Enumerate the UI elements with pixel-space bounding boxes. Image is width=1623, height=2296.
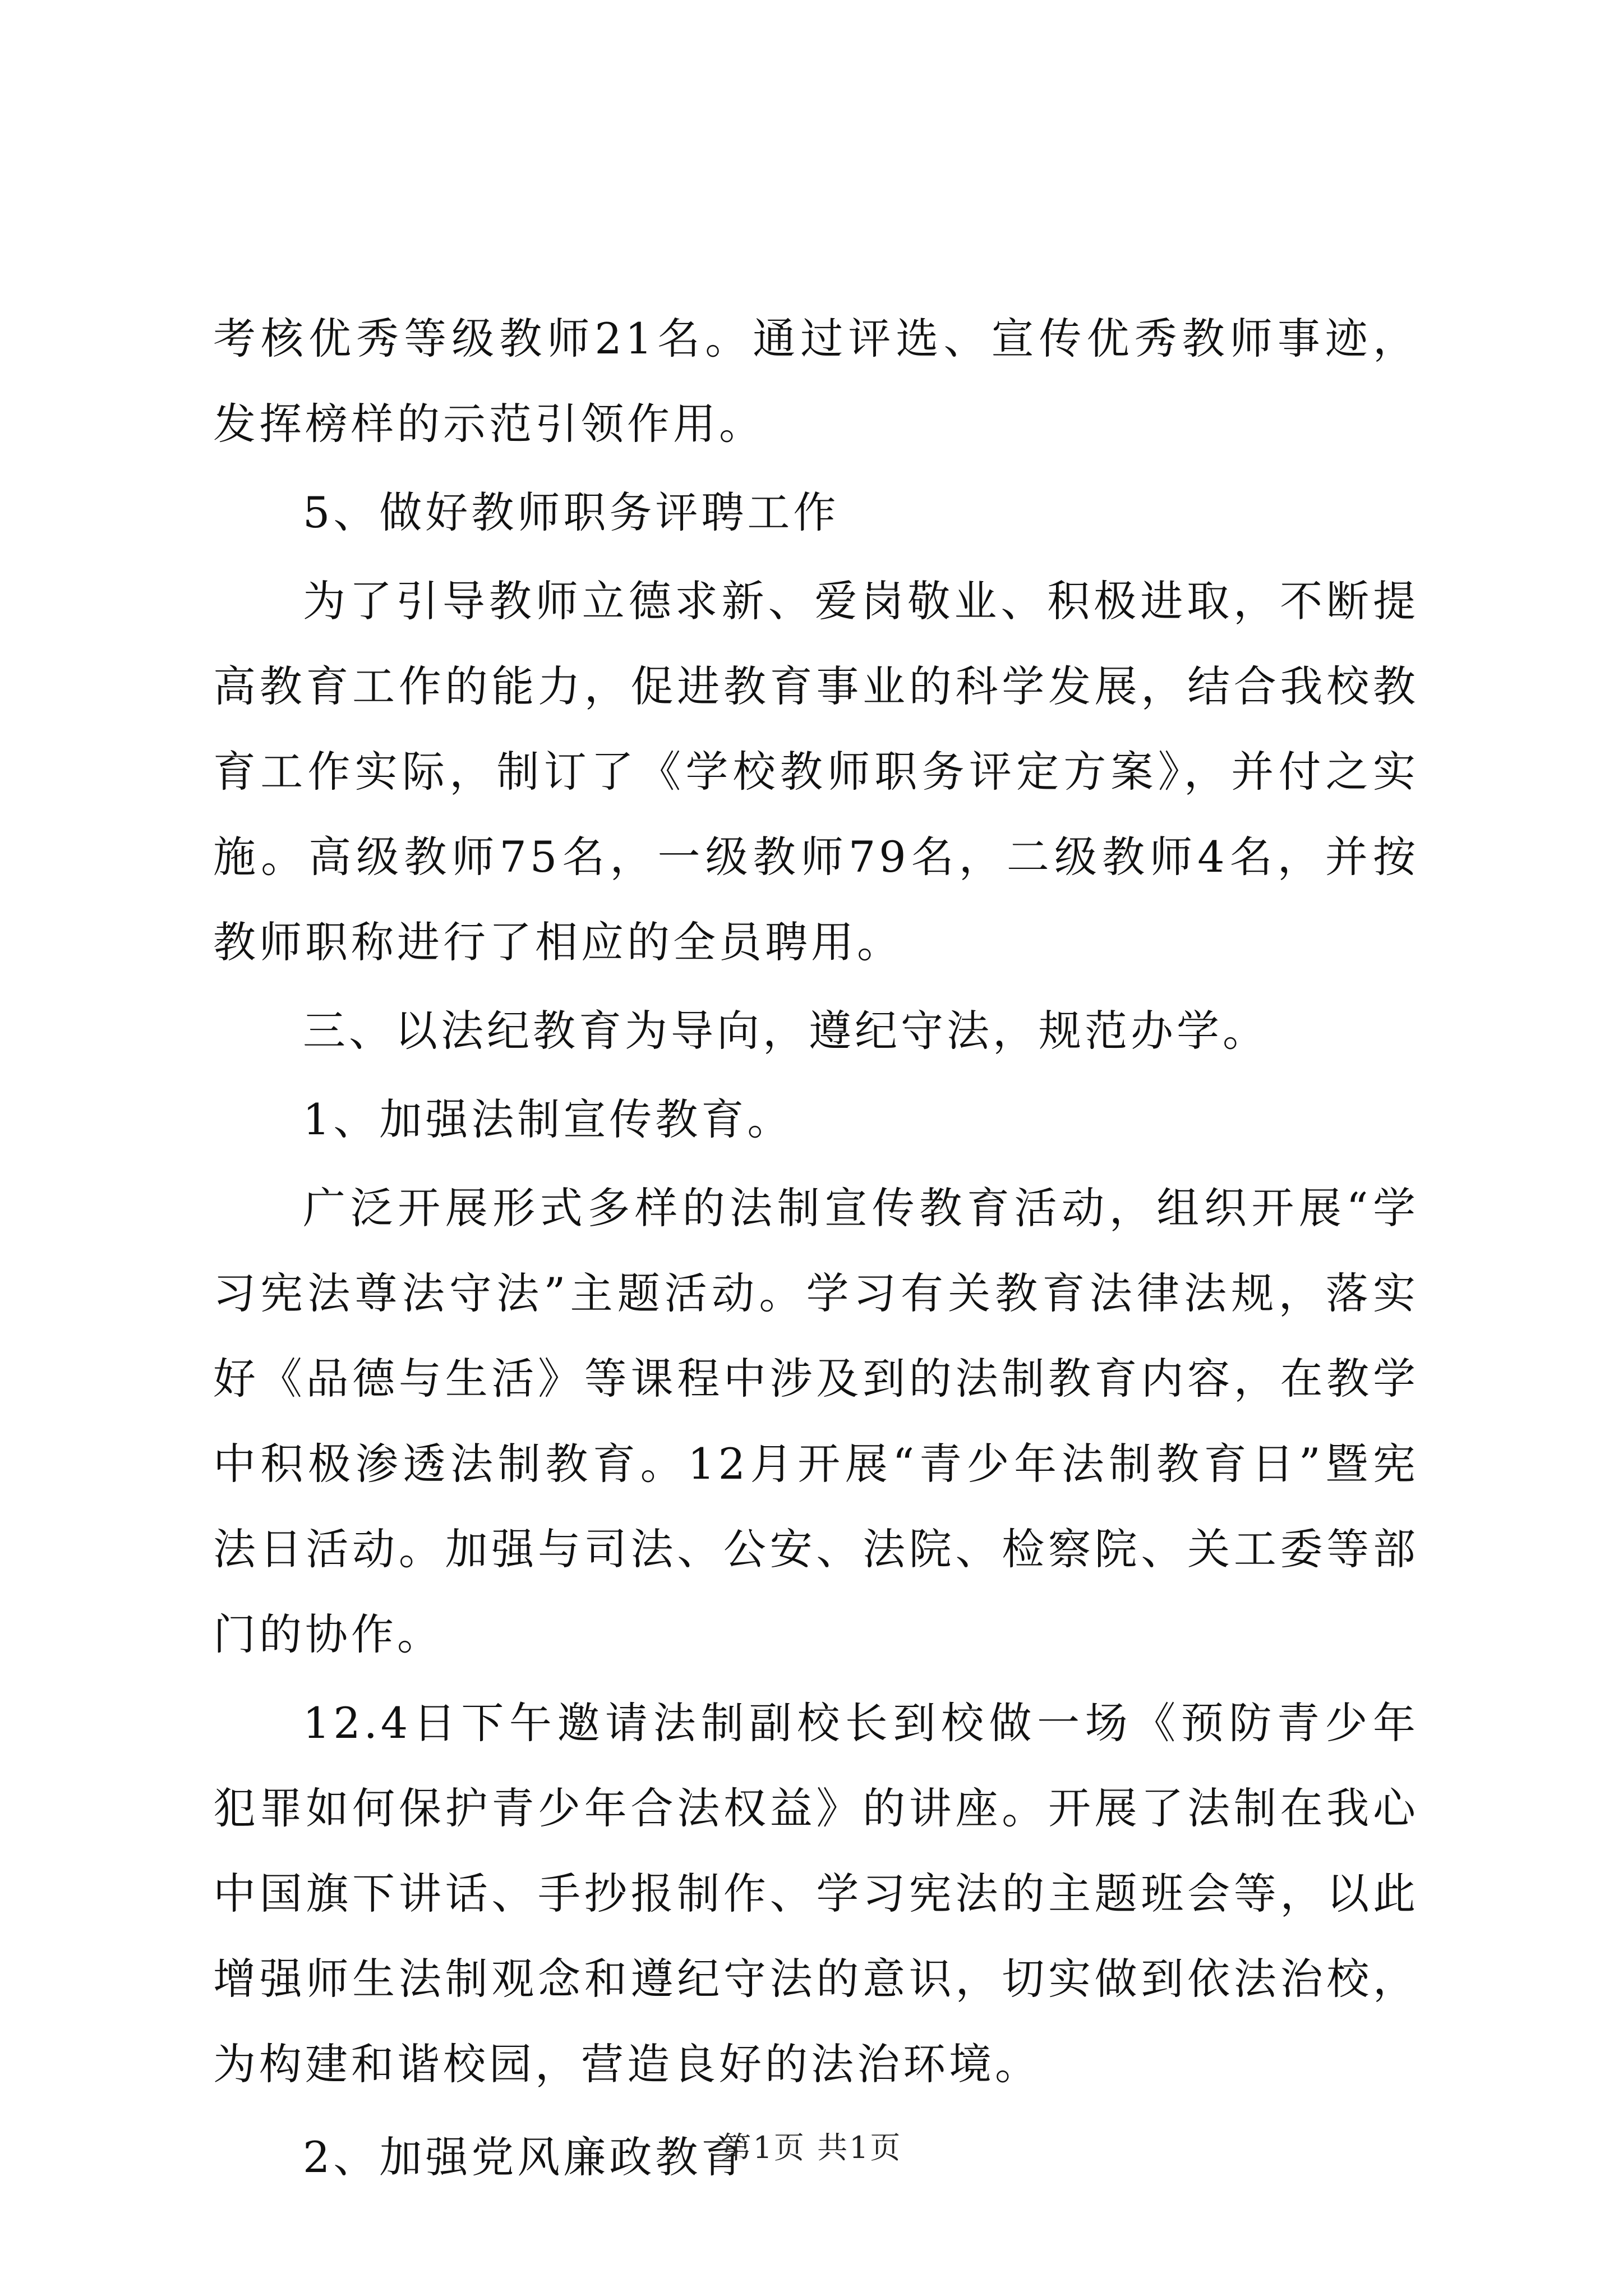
paragraph-continuation: 考核优秀等级教师21名。通过评选、宣传优秀教师事迹，发挥榜样的示范引领作用。 [213, 314, 1419, 449]
section-heading-5: 5、做好教师职务评聘工作 [303, 487, 840, 537]
section-heading-1: 1、加强法制宣传教育。 [303, 1094, 794, 1144]
page-number-footer: 第1页 共1页 [721, 2130, 902, 2165]
paragraph-teacher-appointment: 为了引导教师立德求新、爱岗敬业、积极进取，不断提高教育工作的能力，促进教育事业的科学发展，结合我校教育工作实际，制订了《学校教师职务评定方案》，并付之实施。高级教师75名，一级教师79名，二级教师4名，并按教师职称进行了相应的全员聘用。 [213, 576, 1419, 967]
section-heading-3: 三、以法纪教育为导向，遵纪守法，规范办学。 [303, 1006, 1269, 1056]
paragraph-legal-lecture: 12.4日下午邀请法制副校长到校做一场《预防青少年犯罪如何保护青少年合法权益》的讲座。开展了法制在我心中国旗下讲话、手抄报制作、学习宪法的主题班会等，以此增强师生法制观念和遵纪守法的意识，切实做到依法治校，为构建和谐校园，营造良好的法治环境。 [213, 1698, 1419, 2089]
document-body [213, 296, 1419, 2200]
paragraph-legal-publicity: 广泛开展形式多样的法制宣传教育活动，组织开展“学习宪法尊法守法”主题活动。学习有关教育法律法规，落实好《品德与生活》等课程中涉及到的法制教育内容，在教学中积极渗透法制教育。12月开展“青少年法制教育日”暨宪法日活动。加强与司法、公安、法院、检察院、关工委等部门的协作。 [213, 1183, 1419, 1659]
section-heading-2: 2、加强党风廉政教育 [303, 2132, 748, 2182]
